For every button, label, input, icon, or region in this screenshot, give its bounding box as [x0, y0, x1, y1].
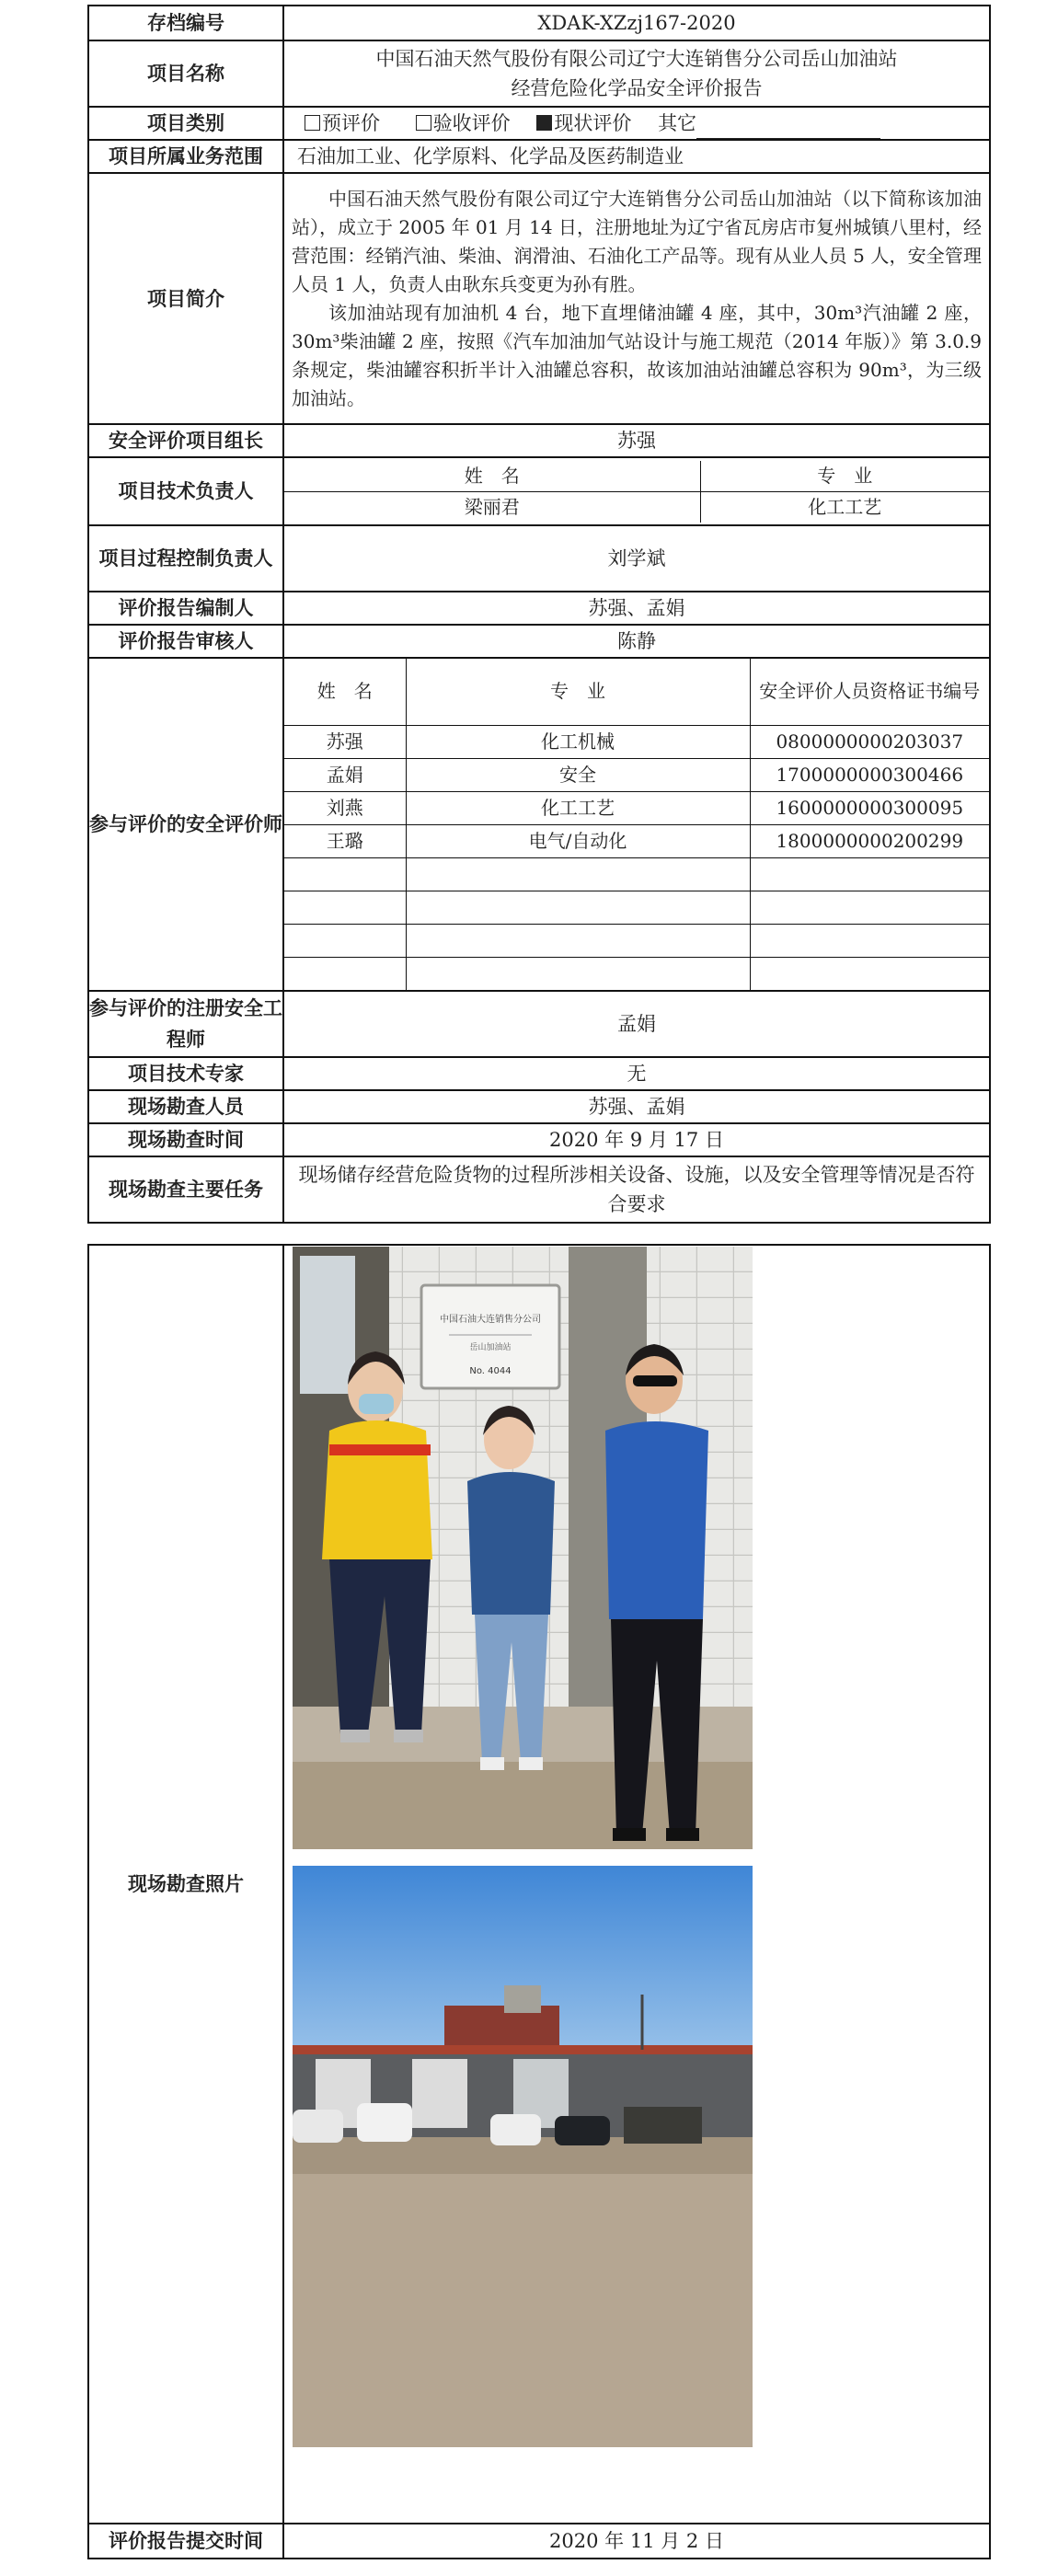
table-row [284, 924, 989, 957]
survey-task-value: 现场储存经营危险货物的过程所涉相关设备、设施，以及安全管理等情况是否符合要求 [283, 1156, 990, 1223]
project-type-row [88, 107, 990, 140]
eval-name [284, 891, 406, 924]
table-row [284, 791, 989, 824]
business-scope-label: 项目所属业务范围 [88, 140, 283, 173]
evaluators-row [88, 658, 990, 991]
table-row [284, 725, 989, 758]
eval-major [406, 957, 750, 990]
eval-major [406, 891, 750, 924]
reviewer-row [88, 625, 990, 658]
tech-lead-label: 项目技术负责人 [88, 457, 283, 525]
eval-header-cert: 安全评价人员资格证书编号 [750, 659, 989, 725]
checkbox-checked-icon[interactable] [536, 115, 552, 131]
eval-cert [750, 957, 989, 990]
intro-row [88, 173, 990, 424]
process-control-row [88, 525, 990, 592]
archive-row [88, 6, 990, 40]
eval-cert: 1600000000300095 [750, 791, 989, 824]
table-row [284, 758, 989, 791]
project-type-label: 项目类别 [88, 107, 283, 140]
option-status-evaluation[interactable]: 现状评价 [536, 108, 631, 139]
table-row [284, 891, 989, 924]
sign-text: 中国石油大连销售分公司 [440, 1315, 541, 1325]
tech-lead-cell [283, 457, 990, 525]
reviewer-label: 评价报告审核人 [88, 625, 283, 658]
tech-lead-name: 梁丽君 [284, 491, 700, 523]
survey-time-label: 现场勘查时间 [88, 1123, 283, 1156]
table-row [284, 957, 989, 990]
eval-major: 安全 [406, 758, 750, 791]
intro-paragraph-1: 中国石油天然气股份有限公司辽宁大连销售分公司岳山加油站（以下简称该加油站），成立于 2005 年 01 月 14 日，注册地址为辽宁省瓦房店市复州城镇八里村，经营范围：经销汽油、柴油、润滑油、石油化工产品等。现有从业人员 5 人，安全管理人员 1 人，负责人由耿东兵变更为孙有胜。 [292, 187, 982, 295]
reviewer-value: 陈静 [283, 625, 990, 658]
tech-lead-table [284, 461, 989, 523]
compiler-value: 苏强、孟娟 [283, 592, 990, 625]
reg-engineer-row [88, 991, 990, 1057]
intro-label: 项目简介 [88, 173, 283, 424]
evaluators-cell [283, 658, 990, 991]
checkbox-empty-icon[interactable] [305, 115, 320, 131]
survey-staff-value: 苏强、孟娟 [283, 1090, 990, 1123]
tech-expert-value: 无 [283, 1057, 990, 1090]
evaluators-table [284, 659, 989, 990]
survey-task-row [88, 1156, 990, 1223]
team-leader-label: 安全评价项目组长 [88, 424, 283, 457]
option-acceptance-evaluation[interactable]: 验收评价 [416, 108, 511, 139]
eval-cert [750, 924, 989, 957]
project-name-row [88, 40, 990, 107]
station-sign [421, 1285, 559, 1388]
submit-time-label: 评价报告提交时间 [88, 2524, 283, 2559]
sign-subtext: 岳山加油站 [469, 1343, 512, 1352]
photo-people-at-sign [293, 1247, 753, 1849]
business-scope-row [88, 140, 990, 173]
report-info-table [87, 5, 991, 1224]
archive-label: 存档编号 [88, 6, 283, 40]
tech-lead-col-major: 专 业 [700, 461, 989, 492]
compiler-label: 评价报告编制人 [88, 592, 283, 625]
checkbox-empty-icon[interactable] [416, 115, 431, 131]
tech-lead-row [88, 457, 990, 525]
eval-name: 孟娟 [284, 758, 406, 791]
eval-name: 苏强 [284, 725, 406, 758]
eval-major: 化工机械 [406, 725, 750, 758]
photos-label: 现场勘查照片 [88, 1245, 283, 2524]
reg-engineer-value: 孟娟 [283, 991, 990, 1057]
eval-cert: 1800000000200299 [750, 824, 989, 857]
submit-time-value: 2020 年 11 月 2 日 [283, 2524, 990, 2559]
yard-photo-illustration [293, 1866, 753, 2447]
eval-name [284, 957, 406, 990]
survey-staff-row [88, 1090, 990, 1123]
compiler-row [88, 592, 990, 625]
sign-number: No. 4044 [469, 1366, 512, 1376]
eval-major: 化工工艺 [406, 791, 750, 824]
table-row [284, 857, 989, 891]
project-name-line1: 中国石油天然气股份有限公司辽宁大连销售分公司岳山加油站 [375, 48, 898, 70]
team-leader-value: 苏强 [283, 424, 990, 457]
eval-name: 刘燕 [284, 791, 406, 824]
option-pre-evaluation[interactable]: 预评价 [305, 108, 380, 139]
intro-text [283, 173, 990, 424]
tech-expert-label: 项目技术专家 [88, 1057, 283, 1090]
tech-lead-col-name: 姓 名 [284, 461, 700, 492]
process-control-value: 刘学斌 [283, 525, 990, 592]
eval-major [406, 857, 750, 891]
survey-task-label: 现场勘查主要任务 [88, 1156, 283, 1223]
eval-cert: 0800000000203037 [750, 725, 989, 758]
table-row [284, 824, 989, 857]
intro-paragraph-2: 该加油站现有加油机 4 台，地下直埋储油罐 4 座，其中，30m³汽油罐 2 座，30m³柴油罐 2 座，按照《汽车加油加气站设计与施工规范（2014 年版）》第 3.0.9 条规定，柴油罐容积折半计入油罐总容积，故该加油站油罐总容积为 90m³，为三级加油站。 [292, 301, 982, 409]
photo-station-yard [293, 1866, 753, 2447]
survey-time-value: 2020 年 9 月 17 日 [283, 1123, 990, 1156]
eval-name [284, 924, 406, 957]
tech-expert-row [88, 1057, 990, 1090]
project-name-line2: 经营危险化学品安全评价报告 [511, 77, 763, 99]
survey-time-row [88, 1123, 990, 1156]
eval-name [284, 857, 406, 891]
submit-time-row [88, 2524, 990, 2559]
project-name-label: 项目名称 [88, 40, 283, 107]
eval-cert [750, 891, 989, 924]
people-photo-illustration [293, 1247, 753, 1849]
survey-staff-label: 现场勘查人员 [88, 1090, 283, 1123]
archive-value: XDAK-XZzj167-2020 [283, 6, 990, 40]
eval-cert [750, 857, 989, 891]
project-name-value [283, 40, 990, 107]
eval-cert: 1700000000300466 [750, 758, 989, 791]
eval-header-name: 姓 名 [284, 659, 406, 725]
reg-engineer-label: 参与评价的注册安全工程师 [88, 991, 283, 1057]
eval-major [406, 924, 750, 957]
evaluators-label: 参与评价的安全评价师 [88, 658, 283, 991]
tech-lead-major: 化工工艺 [700, 491, 989, 523]
eval-name: 王璐 [284, 824, 406, 857]
process-control-label: 项目过程控制负责人 [88, 525, 283, 592]
project-type-options [283, 107, 990, 140]
other-blank-line [696, 118, 880, 139]
team-leader-row [88, 424, 990, 457]
eval-header-major: 专 业 [406, 659, 750, 725]
ground [293, 2137, 753, 2447]
business-scope-value: 石油加工业、化学原料、化学品及医药制造业 [283, 140, 990, 173]
eval-major: 电气/自动化 [406, 824, 750, 857]
option-other[interactable]: 其它 [658, 108, 880, 139]
